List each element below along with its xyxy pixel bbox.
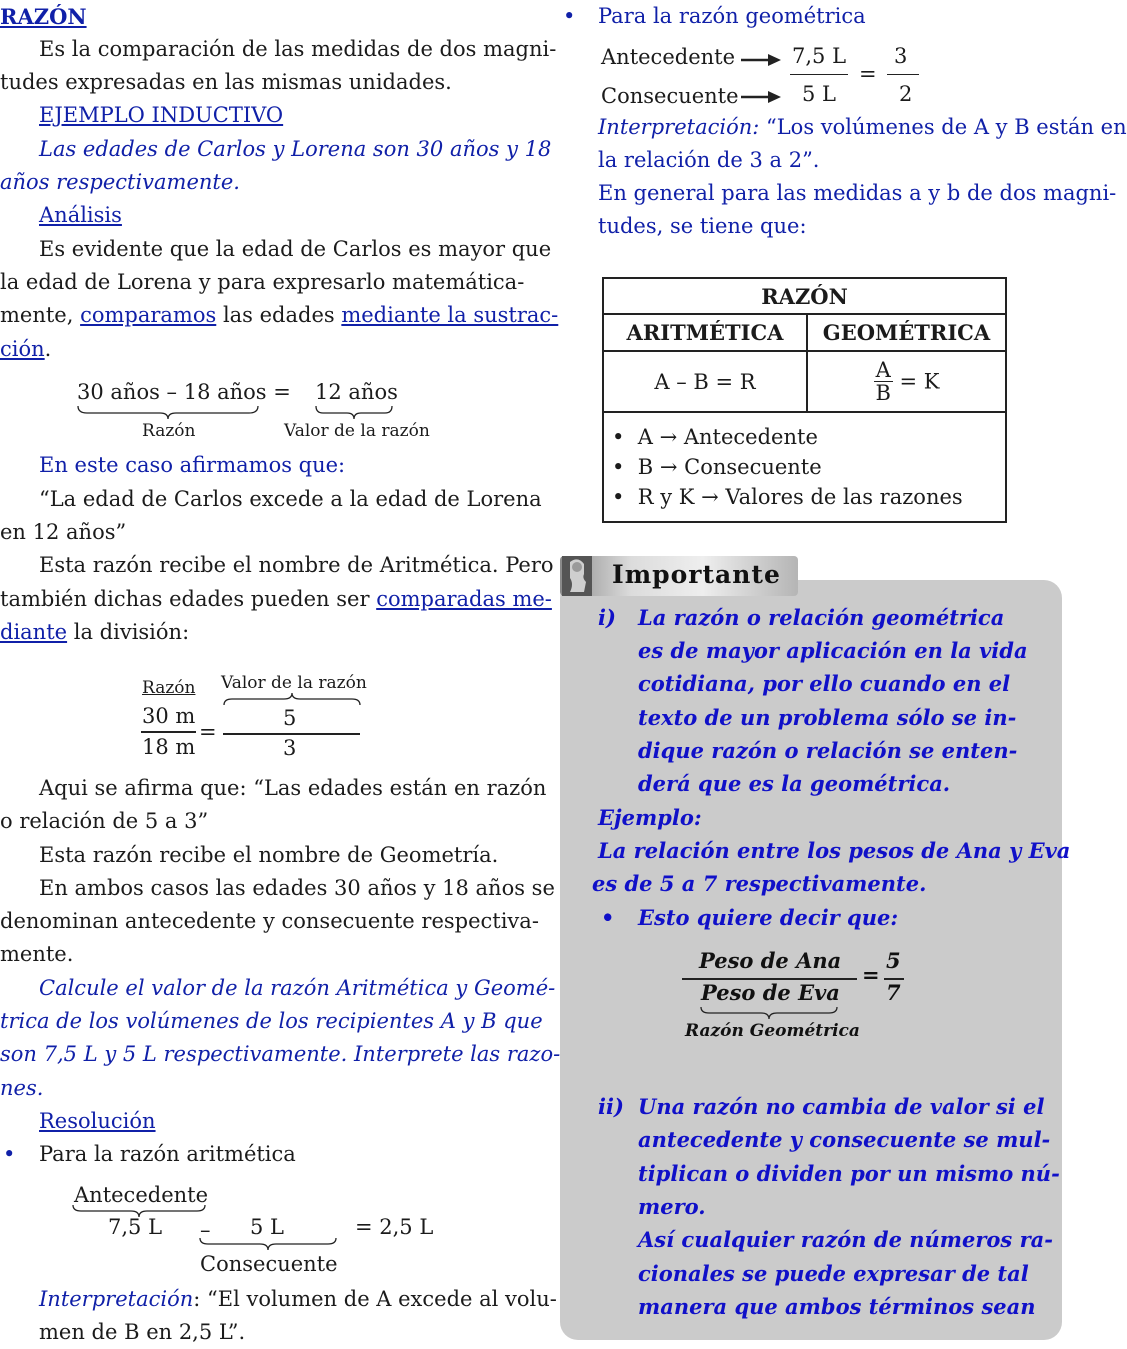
text-run: . xyxy=(44,337,52,361)
fraction-numerator: 5 xyxy=(886,948,901,973)
brace-label: Razón Geométrica xyxy=(685,1021,860,1041)
operand-a: 7,5 L xyxy=(108,1215,163,1239)
text-run: también dichas edades pueden ser xyxy=(0,587,377,611)
analysis-text xyxy=(0,333,51,366)
arrow-right-icon xyxy=(740,90,782,104)
interpretation-text xyxy=(39,1283,557,1316)
section-title: RAZÓN xyxy=(0,4,87,29)
exercise-text: nes. xyxy=(0,1076,44,1100)
interpretation-text: men de B en 2,5 L”. xyxy=(39,1320,246,1344)
text-run: : “El volumen de A excede al volu- xyxy=(193,1287,557,1311)
equation-result: = 2,5 L xyxy=(355,1215,434,1239)
table-header-aritmetica: ARITMÉTICA xyxy=(603,314,807,351)
text-run: la división: xyxy=(67,620,190,644)
underbrace-icon xyxy=(77,404,259,420)
point-text: La razón o relación geométrica xyxy=(638,605,1005,630)
arrow-right-icon xyxy=(740,53,782,67)
conclusion-text: en 12 años” xyxy=(0,520,127,544)
razon-summary-table xyxy=(602,277,1007,523)
conclusion-text: “La edad de Carlos excede a la edad de Lorena xyxy=(39,487,542,511)
fraction-denominator: 18 m xyxy=(142,735,196,759)
point-marker: ii) xyxy=(598,1094,624,1119)
text-run: mente, xyxy=(0,303,81,327)
point-text: derá que es la geométrica. xyxy=(638,771,951,796)
consecuente-label: Consecuente xyxy=(601,84,739,108)
example-heading: EJEMPLO INDUCTIVO xyxy=(39,103,284,127)
table-header-geometrica: GEOMÉTRICA xyxy=(807,314,1006,351)
point-text: dique razón o relación se enten- xyxy=(638,738,1018,763)
example-text: Las edades de Carlos y Lorena son 30 años y 18 xyxy=(39,137,552,161)
point-text: tiplican o dividen por un mismo nú- xyxy=(638,1161,1060,1186)
underbrace-icon xyxy=(700,1006,838,1020)
point-text: es de mayor aplicación en la vida xyxy=(638,638,1028,663)
point-text: antecedente y consecuente se mul- xyxy=(638,1127,1051,1152)
general-text: En general para las medidas a y b de dos magni- xyxy=(598,181,1117,205)
fraction-numerator: 30 m xyxy=(142,704,196,728)
point-text: texto de un problema sólo se in- xyxy=(638,705,1017,730)
underbrace-icon xyxy=(315,404,393,420)
thinker-icon xyxy=(562,556,592,596)
exercise-text: trica de los volúmenes de los recipientes A y B que xyxy=(0,1009,543,1033)
example-text: años respectivamente. xyxy=(0,170,240,194)
importante-title: Importante xyxy=(612,560,781,589)
analysis-heading: Análisis xyxy=(39,203,122,227)
text-run: “Los volúmenes de A y B están en xyxy=(759,115,1127,139)
point-text: manera que ambos términos sean xyxy=(638,1294,1036,1319)
brace-label: Valor de la razón xyxy=(284,421,430,441)
text-run-underlined: comparamos xyxy=(80,303,217,327)
geometric-formula xyxy=(807,351,1006,412)
geo-rest: = K xyxy=(899,369,940,394)
fraction-numerator: 7,5 L xyxy=(792,44,847,68)
paragraph-text xyxy=(0,583,552,616)
minus-sign: – xyxy=(200,1218,211,1242)
fraction-numerator: 5 xyxy=(283,706,297,730)
table-title: RAZÓN xyxy=(603,278,1006,314)
text-run-underlined: comparadas me- xyxy=(376,587,552,611)
fraction-numerator: Peso de Ana xyxy=(699,948,842,973)
brace-label: Valor de la razón xyxy=(221,673,367,693)
bullet-icon: • xyxy=(563,4,576,28)
table-note: • R y K → Valores de las razones xyxy=(612,485,963,509)
analysis-text xyxy=(0,299,558,332)
geo-denominator: B xyxy=(875,381,891,405)
text-run: las edades xyxy=(216,303,342,327)
paragraph-text: o relación de 5 a 3” xyxy=(0,809,209,833)
example-label: Ejemplo: xyxy=(598,805,702,830)
analysis-text: la edad de Lorena y para expresarlo matemática- xyxy=(0,270,525,294)
text-run-underlined: mediante la sustrac- xyxy=(341,303,559,327)
table-notes xyxy=(603,412,1006,522)
bullet-text: Para la razón aritmética xyxy=(39,1142,296,1166)
bullet-icon: • xyxy=(3,1142,16,1166)
text-run-underlined: ción xyxy=(0,337,45,361)
exercise-text: son 7,5 L y 5 L respectivamente. Interprete las razo- xyxy=(0,1042,561,1066)
paragraph-text: Esta razón recibe el nombre de Aritmética. Pero xyxy=(39,553,554,577)
operand-b: 5 L xyxy=(250,1215,284,1239)
paragraph-text: mente. xyxy=(0,942,74,966)
antecedente-label: Antecedente xyxy=(601,45,736,69)
definition-line: tudes expresadas en las mismas unidades. xyxy=(0,70,452,94)
conclusion-text: En este caso afirmamos que: xyxy=(39,453,346,477)
text-run-underlined: diante xyxy=(0,620,68,644)
point-marker: i) xyxy=(598,605,616,630)
resolution-heading: Resolución xyxy=(39,1109,156,1133)
arithmetic-formula: A – B = R xyxy=(603,351,807,412)
fraction-denominator: 7 xyxy=(886,980,901,1005)
definition-line: Es la comparación de las medidas de dos magni- xyxy=(39,37,557,61)
fraction-bar xyxy=(790,74,848,75)
paragraph-text: Esta razón recibe el nombre de Geometría. xyxy=(39,843,499,867)
general-text: tudes, se tiene que: xyxy=(598,214,807,238)
geo-numerator: A xyxy=(875,358,891,382)
analysis-text: Es evidente que la edad de Carlos es mayor que xyxy=(39,237,552,261)
interpretation-text: la relación de 3 a 2”. xyxy=(598,148,820,172)
point-text: cotidiana, por ello cuando en el xyxy=(638,671,1011,696)
bullet-icon: • xyxy=(601,905,615,930)
equation-subtraction: 30 años – 18 años = xyxy=(77,380,291,404)
fraction-denominator: Peso de Eva xyxy=(701,980,840,1005)
example-text: La relación entre los pesos de Ana y Eva xyxy=(598,838,1071,863)
paragraph-text: En ambos casos las edades 30 años y 18 años se xyxy=(39,876,555,900)
fraction-denominator: 3 xyxy=(283,736,297,760)
paragraph-text xyxy=(0,616,189,649)
fraction-denominator: 2 xyxy=(899,82,913,106)
point-text: cionales se puede expresar de tal xyxy=(638,1261,1029,1286)
exercise-text: Calcule el valor de la razón Aritmética y Geomé- xyxy=(39,976,556,1000)
fraction-numerator: 3 xyxy=(894,44,908,68)
text-run-italic: Interpretación xyxy=(39,1287,194,1311)
table-note: • B → Consecuente xyxy=(612,455,822,479)
point-text: Así cualquier razón de números ra- xyxy=(638,1227,1053,1252)
interpretation-text xyxy=(598,111,1127,144)
equals-sign: = xyxy=(199,720,217,744)
text-run-italic: Interpretación: xyxy=(598,115,760,139)
paragraph-text: denominan antecedente y consecuente respectiva- xyxy=(0,909,539,933)
equation-result: 12 años xyxy=(315,380,398,404)
brace-label: Antecedente xyxy=(74,1183,209,1207)
point-text: Una razón no cambia de valor si el xyxy=(638,1094,1045,1119)
bullet-text: Esto quiere decir que: xyxy=(638,905,899,930)
fraction-denominator: 5 L xyxy=(802,82,836,106)
example-text: es de 5 a 7 respectivamente. xyxy=(592,871,927,896)
fraction-bar xyxy=(887,74,919,75)
paragraph-text: Aqui se afirma que: “Las edades están en razón xyxy=(39,776,547,800)
fraction-top-label: Razón xyxy=(142,678,196,698)
table-note: • A → Antecedente xyxy=(612,425,818,449)
equals-sign: = xyxy=(859,62,877,86)
brace-label: Razón xyxy=(142,421,196,441)
bullet-text: Para la razón geométrica xyxy=(598,4,866,28)
equals-sign: = xyxy=(862,962,880,987)
brace-label: Consecuente xyxy=(200,1252,338,1276)
point-text: mero. xyxy=(638,1194,706,1219)
